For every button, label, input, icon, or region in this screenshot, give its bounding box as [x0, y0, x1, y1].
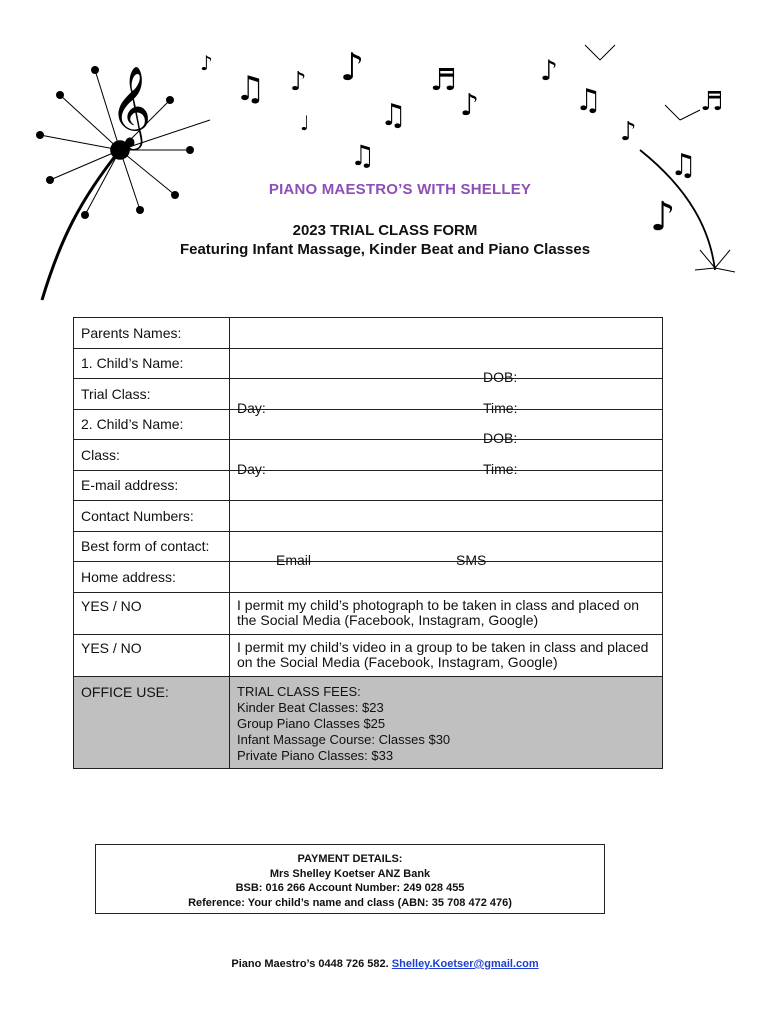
office-use-label: OFFICE USE: [74, 676, 230, 768]
row-best-contact [74, 531, 663, 562]
svg-text:♬: ♬ [700, 87, 724, 117]
row-child1-name [74, 348, 663, 379]
row-photo-permission [74, 592, 663, 634]
contact-numbers-field[interactable] [230, 501, 663, 532]
music-notes-icon [200, 45, 723, 240]
svg-text:♫: ♫ [670, 148, 697, 183]
row-contact-numbers [74, 501, 663, 532]
best-contact-field [230, 531, 663, 569]
form-subtitle: Featuring Infant Massage, Kinder Beat and Piano Classes [179, 241, 591, 258]
contact-sms-option[interactable]: SMS [456, 552, 487, 569]
trial-class-field[interactable] [230, 379, 663, 416]
row-class [74, 440, 663, 471]
svg-text:♫: ♫ [575, 83, 602, 118]
home-address-label: Home address: [74, 562, 230, 593]
svg-text:♪: ♪ [200, 51, 213, 75]
email-address-field[interactable] [230, 470, 663, 501]
svg-text:♪: ♪ [290, 67, 307, 97]
row-trial-class [74, 379, 663, 410]
fee-group-piano: Group Piano Classes $25 [237, 715, 386, 731]
dob2-label: DOB: [483, 430, 518, 447]
child2-name-label: 2. Child’s Name: [74, 409, 230, 440]
fee-private-piano: Private Piano Classes: $33 [237, 747, 394, 763]
trial-class-fees [230, 676, 663, 768]
trial-class-form-table [73, 317, 663, 769]
class-field[interactable] [230, 440, 663, 477]
footer [0, 958, 770, 970]
photo-yes-no[interactable]: YES / NO [74, 592, 230, 634]
best-contact-label: Best form of contact: [74, 531, 230, 562]
svg-text:♫: ♫ [380, 98, 407, 133]
svg-text:♫: ♫ [350, 139, 376, 172]
video-yes-no[interactable]: YES / NO [74, 634, 230, 676]
header-decoration [0, 0, 770, 310]
form-title: 2023 TRIAL CLASS FORM [292, 222, 478, 239]
row-email-address [74, 470, 663, 501]
payment-bsb-account: BSB: 016 266 Account Number: 249 028 455 [235, 882, 465, 894]
video-permission-text: I permit my child’s video in a group to be taken in class and placed on the Social Media (Facebook, Instagram, Google) [230, 634, 663, 676]
photo-permission-text: I permit my child’s photograph to be taken in class and placed on the Social Media (Facebook, Instagram, Google) [230, 592, 663, 634]
row-video-permission [74, 634, 663, 676]
treble-clef-icon: 𝄞 [110, 67, 152, 145]
row-child2-name [74, 409, 663, 440]
contact-email-option[interactable]: Email [276, 552, 312, 569]
row-office-use [74, 676, 663, 768]
contact-numbers-label: Contact Numbers: [74, 501, 230, 532]
payment-heading: PAYMENT DETAILS: [297, 853, 403, 865]
svg-text:♪: ♪ [620, 117, 637, 147]
org-title: PIANO MAESTRO’S WITH SHELLEY [268, 181, 532, 198]
parents-names-label: Parents Names: [74, 318, 230, 349]
svg-text:♬: ♬ [430, 63, 457, 98]
child1-name-label: 1. Child’s Name: [74, 348, 230, 379]
svg-text:♪: ♪ [540, 54, 558, 87]
email-address-label: E-mail address: [74, 470, 230, 501]
time2-label: Time: [483, 460, 518, 477]
child1-name-field[interactable] [230, 348, 663, 386]
svg-text:♪: ♪ [460, 88, 480, 123]
day2-label: Day: [237, 460, 266, 477]
svg-text:♫: ♫ [235, 69, 266, 109]
class-label: Class: [74, 440, 230, 471]
fee-kinder-beat: Kinder Beat Classes: $23 [237, 699, 384, 715]
payment-details-box [95, 844, 605, 914]
parents-names-field[interactable] [230, 318, 663, 349]
svg-text:♩: ♩ [300, 111, 310, 135]
day1-label: Day: [237, 399, 266, 416]
child2-name-field[interactable] [230, 409, 663, 447]
trial-class-label: Trial Class: [74, 379, 230, 410]
footer-phone: Piano Maestro’s 0448 726 582. [231, 958, 389, 970]
row-parents-names [74, 318, 663, 349]
svg-text:♪: ♪ [340, 45, 365, 89]
time1-label: Time: [483, 399, 518, 416]
dob1-label: DOB: [483, 369, 518, 386]
payment-account-name: Mrs Shelley Koetser ANZ Bank [269, 867, 431, 880]
svg-text:♪: ♪ [650, 194, 676, 240]
row-home-address [74, 562, 663, 593]
fees-heading: TRIAL CLASS FEES: [237, 683, 361, 699]
payment-reference: Reference: Your child’s name and class (ABN: 35 708 472 476) [188, 896, 512, 909]
footer-email-link[interactable]: Shelley.Koetser@gmail.com [391, 958, 539, 970]
fee-infant-massage: Infant Massage Course: Classes $30 [237, 731, 451, 747]
